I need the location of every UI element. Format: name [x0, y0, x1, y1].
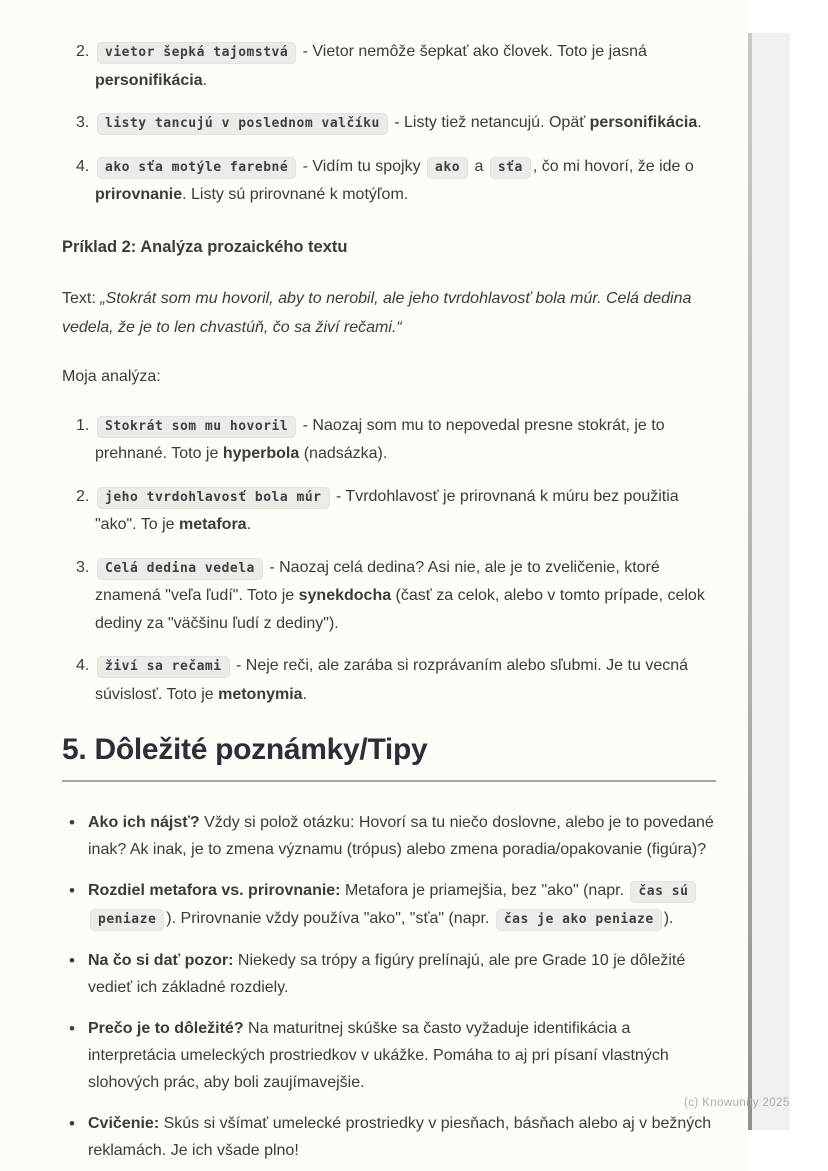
text-segment: Na čo si dať pozor:	[88, 952, 234, 969]
list-item-text	[88, 1020, 669, 1091]
text-segment: „Stokrát som mu hovoril, aby to nerobil, ale jeho tvrdohlavosť bola múr. Celá dedina vedela, že je to len chvastúň, čo sa živí rečami.“	[62, 289, 692, 336]
text-segment: synekdocha	[298, 587, 392, 604]
list-item-text	[95, 158, 694, 204]
text-segment: ). Prirovnanie vždy používa "ako", "sťa" (napr.	[166, 910, 494, 927]
list-item-text	[88, 814, 714, 858]
list-number: 3.	[76, 114, 90, 131]
text-segment: - Vidím tu spojky	[298, 157, 426, 175]
list-number: 4.	[76, 157, 90, 175]
list-item-text	[95, 657, 688, 703]
text-segment: ).	[663, 910, 674, 927]
text-segment: Prečo je to dôležité?	[88, 1020, 244, 1037]
text-segment: personifikácia	[589, 114, 698, 131]
poem-analysis-list	[62, 38, 716, 209]
list-item	[62, 652, 716, 708]
text-segment: Rozdiel metafora vs. prirovnanie:	[88, 882, 341, 899]
text-segment: , čo mi hovorí, že ide o	[532, 157, 694, 175]
text-segment: Metafora je priamejšia, bez "ako" (napr.	[340, 882, 629, 899]
text-segment: .	[697, 114, 702, 131]
list-item	[62, 809, 716, 863]
list-item	[62, 554, 716, 638]
inline-code-chip: ako sťa motýle farebné	[97, 157, 296, 179]
list-item-text	[95, 559, 705, 632]
quote-paragraph	[62, 284, 716, 342]
list-item	[62, 153, 716, 209]
bullet-dot: •	[69, 951, 75, 970]
text-segment: personifikácia	[95, 71, 203, 89]
list-item-text	[95, 488, 679, 534]
list-item	[62, 1110, 716, 1164]
text-segment: - Tvrdohlavosť je prirovnaná k múru bez použitia "ako". To je	[95, 487, 679, 533]
text-segment: - Neje reči, ale zarába si rozprávaním alebo sľubmi. Je tu vecná súvislosť. Toto je	[95, 657, 689, 703]
text-segment: - Naozaj som mu to nepovedal presne stokrát, je to prehnané. Toto je	[95, 416, 665, 462]
inline-code-chip: čas sú peniaze	[90, 881, 696, 931]
text-segment: Niekedy sa trópy a figúry prelínajú, ale pre Grade 10 je dôležité vedieť ich základné rozdiely.	[88, 952, 686, 996]
list-item-text	[95, 417, 665, 463]
text-segment: metafora	[179, 516, 247, 533]
list-number: 2.	[76, 487, 90, 505]
inline-code-chip: čas je ako peniaze	[496, 909, 662, 931]
list-number: 3.	[76, 558, 90, 576]
bullet-dot: •	[69, 1114, 75, 1133]
text-segment: Skús si všímať umelecké prostriedky v piesňach, básňach alebo aj v bežných reklamách. Je ich všade plno!	[88, 1115, 712, 1159]
text-segment: - Listy tiež netancujú. Opäť	[389, 114, 590, 131]
text-segment: (nadsázka).	[299, 445, 388, 462]
text-segment: - Naozaj celá dedina? Asi nie, ale je to zveličenie, ktoré znamená "veľa ľudí". Toto je	[95, 558, 660, 604]
text-segment: .	[202, 71, 208, 89]
inline-code-chip: Celá dedina vedela	[97, 558, 263, 580]
list-item-text	[88, 952, 685, 996]
list-item-text	[95, 43, 647, 89]
list-item-text	[95, 114, 702, 131]
list-item	[62, 877, 716, 933]
inline-code-chip: jeho tvrdohlavosť bola múr	[97, 487, 330, 509]
text-segment: Na maturitnej skúške sa často vyžaduje identifikácia a interpretácia umeleckých prostriedkov v ukážke. Pomáha to aj pri písaní vlastných slohových prác, aby boli zaujímavejšie.	[88, 1020, 669, 1091]
example-2-heading: Príklad 2: Analýza prozaického textu	[62, 237, 348, 256]
list-item	[62, 947, 716, 1001]
text-segment: a	[470, 157, 488, 175]
text-segment: - Vietor nemôže šepkať ako človek. Toto je jasná	[298, 43, 647, 60]
list-item-text	[88, 882, 698, 927]
list-number: 1.	[76, 416, 90, 434]
list-item	[62, 483, 716, 539]
text-segment: Text:	[62, 289, 101, 307]
list-number: 4.	[76, 657, 90, 674]
text-segment: .	[246, 516, 252, 533]
inline-code-chip: listy tancujú v poslednom valčíku	[97, 113, 388, 135]
text-segment: Cvičenie:	[88, 1115, 160, 1132]
section-divider	[62, 780, 716, 782]
text-segment: .	[302, 685, 308, 703]
bullet-dot: •	[69, 881, 75, 900]
inline-code-chip: Stokrát som mu hovoril	[97, 416, 296, 438]
text-segment: prirovnanie	[95, 186, 183, 203]
tips-list	[62, 809, 716, 1164]
list-item-text	[88, 1115, 711, 1159]
text-segment: (časť za celok, alebo v tomto prípade, celok dediny za "väčšinu ľudí z dediny").	[95, 587, 705, 632]
list-number: 2.	[76, 43, 90, 60]
inline-code-chip: vietor šepká tajomstvá	[97, 42, 296, 64]
text-segment: metonymia	[218, 685, 303, 703]
text-segment: Ako ich nájsť?	[88, 814, 200, 831]
bullet-dot: •	[69, 813, 75, 832]
text-segment: Vždy si polož otázku: Hovorí sa tu niečo doslovne, alebo je to povedané inak? Ak inak, je to zmena významu (trópus) alebo zmena poradia/opakovanie (figúra)?	[88, 814, 714, 858]
text-segment: hyperbola	[222, 445, 300, 462]
list-item	[62, 38, 716, 94]
text-segment: . Listy sú prirovnané k motýľom.	[182, 186, 409, 203]
prose-analysis-list	[62, 412, 716, 709]
section-5-title: 5. Dôležité poznámky/Tipy	[62, 733, 428, 766]
inline-code-chip: ako	[427, 157, 468, 179]
footer-credit: (c) Knowunity 2025	[684, 1097, 790, 1109]
list-item	[62, 1015, 716, 1096]
list-item	[62, 109, 716, 138]
inline-code-chip: sťa	[490, 157, 531, 179]
inline-code-chip: živí sa rečami	[97, 656, 230, 678]
bullet-dot: •	[69, 1019, 75, 1038]
analysis-label: Moja analýza:	[62, 367, 161, 385]
list-item	[62, 412, 716, 468]
